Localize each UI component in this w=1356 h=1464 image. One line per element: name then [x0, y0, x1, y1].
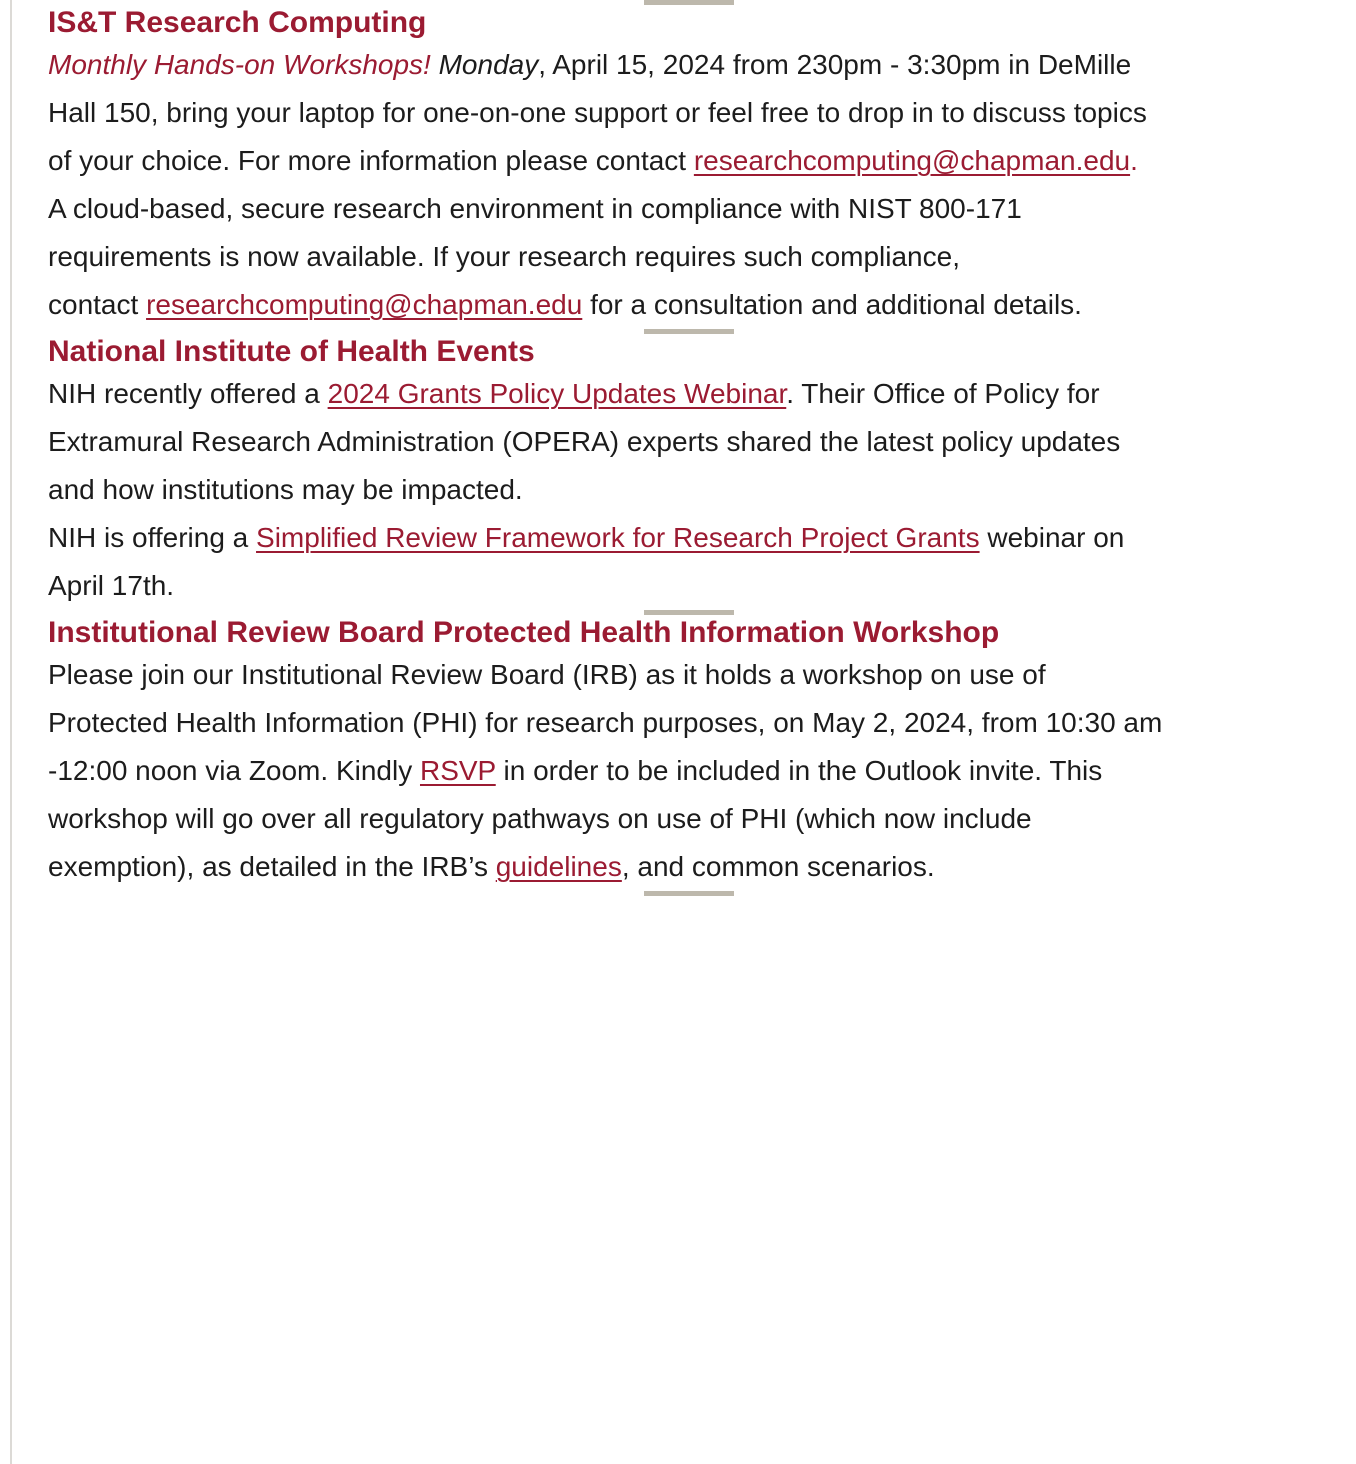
text-run: . — [1130, 145, 1138, 176]
research-computing-email-link-2[interactable]: researchcomputing@chapman.edu — [146, 289, 583, 320]
text-run: , and common scenarios. — [621, 851, 935, 882]
bottom-divider — [644, 891, 734, 896]
text-run: Extramural Research Administration (OPERA) experts shared the latest policy updates — [48, 426, 1121, 457]
section-heading-irb-phi-workshop: Institutional Review Board Protected Health Information Workshop — [48, 616, 1000, 649]
text-run: Monthly Hands-on Workshops! — [48, 49, 431, 80]
section-heading-nih-events: National Institute of Health Events — [48, 335, 535, 368]
text-run: , April 15, 2024 from 230pm - 3:30pm in DeMille — [538, 49, 1132, 80]
workshops-paragraph — [48, 41, 1330, 185]
text-run: for a consultation and additional details. — [582, 289, 1082, 320]
text-run: Monday — [430, 49, 539, 80]
content-left-border — [10, 0, 12, 1464]
text-run: workshop will go over all regulatory pathways on use of PHI (which now include — [48, 803, 1032, 834]
text-run: requirements is now available. If your research requires such compliance, — [48, 241, 960, 272]
text-run: of your choice. For more information please contact — [48, 145, 694, 176]
text-run: exemption), as detailed in the IRB’s — [48, 851, 496, 882]
text-run: . Their Office of Policy for — [786, 378, 1100, 409]
simplified-review-framework-link[interactable]: Simplified Review Framework for Research Project Grants — [256, 522, 980, 553]
text-run: Please join our Institutional Review Board (IRB) as it holds a workshop on use of — [48, 659, 1046, 690]
research-computing-email-link-1[interactable]: researchcomputing@chapman.edu — [693, 145, 1131, 176]
text-run: in order to be included in the Outlook invite. This — [495, 755, 1103, 786]
text-run: and how institutions may be impacted. — [48, 474, 523, 505]
irb-guidelines-link[interactable]: guidelines — [495, 851, 622, 882]
text-run: contact — [48, 289, 147, 320]
text-run: April 17th. — [48, 570, 175, 601]
irb-workshop-paragraph — [48, 651, 1330, 891]
grants-policy-webinar-link[interactable]: 2024 Grants Policy Updates Webinar — [327, 378, 787, 409]
simplified-review-paragraph — [48, 514, 1330, 610]
text-run: -12:00 noon via Zoom. Kindly — [48, 755, 420, 786]
grants-policy-paragraph — [48, 370, 1330, 514]
text-run: Hall 150, bring your laptop for one-on-one support or feel free to drop in to discuss topics — [48, 97, 1147, 128]
text-run: A cloud-based, secure research environment in compliance with NIST 800-171 — [48, 193, 1022, 224]
text-run: webinar on — [979, 522, 1125, 553]
text-run: NIH recently offered a — [48, 378, 328, 409]
text-run: Protected Health Information (PHI) for research purposes, on May 2, 2024, from 10:30 am — [48, 707, 1163, 738]
text-run: NIH is offering a — [48, 522, 257, 553]
secure-environment-paragraph — [48, 185, 1330, 329]
section-heading-ist-research-computing: IS&T Research Computing — [48, 6, 427, 39]
rsvp-link[interactable]: RSVP — [419, 755, 496, 786]
